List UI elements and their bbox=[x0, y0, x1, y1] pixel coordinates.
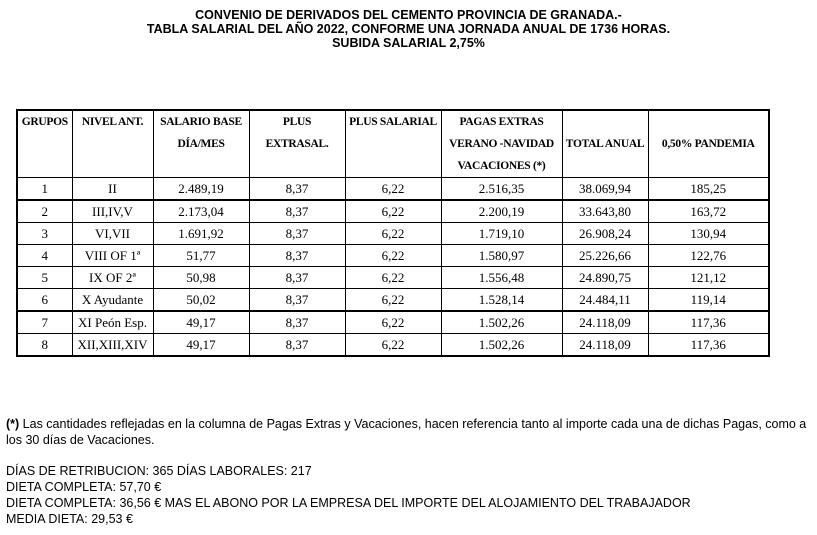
column-header-line: GRUPOS bbox=[21, 116, 68, 128]
table-row bbox=[17, 311, 769, 334]
column-header-line: 0,50% PANDEMIA bbox=[661, 138, 755, 150]
table-cell: 3 bbox=[17, 223, 72, 245]
table-cell: 1.528,14 bbox=[441, 289, 562, 312]
table-cell: 50,02 bbox=[153, 289, 249, 312]
column-header-line: PLUS SALARIAL bbox=[349, 116, 437, 128]
table-cell: 163,72 bbox=[648, 200, 769, 223]
column-header bbox=[153, 110, 249, 178]
table-cell: 6,22 bbox=[345, 200, 441, 223]
detail-line: DÍAS DE RETRIBUCION: 365 DÍAS LABORALES: 217 bbox=[6, 464, 312, 478]
table-cell: 26.908,24 bbox=[562, 223, 648, 245]
column-header-line: VERANO -NAVIDAD bbox=[449, 138, 554, 150]
table-cell: 6,22 bbox=[345, 178, 441, 201]
table-cell: VI,VII bbox=[72, 223, 153, 245]
title-line: TABLA SALARIAL DEL AÑO 2022, CONFORME UNA JORNADA ANUAL DE 1736 HORAS. bbox=[146, 22, 671, 36]
table-cell: II bbox=[72, 178, 153, 201]
table-cell: 121,12 bbox=[648, 267, 769, 289]
table-row bbox=[17, 245, 769, 267]
table-cell: X Ayudante bbox=[72, 289, 153, 312]
table-cell: 5 bbox=[17, 267, 72, 289]
table-cell: 49,17 bbox=[153, 334, 249, 357]
table-cell: 1.691,92 bbox=[153, 223, 249, 245]
table-header-row bbox=[17, 110, 769, 178]
column-header bbox=[249, 110, 345, 178]
table-cell: 117,36 bbox=[648, 334, 769, 357]
table-cell: 1.502,26 bbox=[441, 311, 562, 334]
table-row bbox=[17, 267, 769, 289]
table-cell: 6,22 bbox=[345, 289, 441, 312]
column-header-line: PLUS EXTRASAL. bbox=[265, 116, 329, 150]
table-cell: 8,37 bbox=[249, 245, 345, 267]
table-cell: 6,22 bbox=[345, 267, 441, 289]
table-cell: 24.484,11 bbox=[562, 289, 648, 312]
table-cell: 2.200,19 bbox=[441, 200, 562, 223]
table-cell: 185,25 bbox=[648, 178, 769, 201]
footnote-text: Las cantidades reflejadas en la columna de Pagas Extras y Vacaciones, hacen referencia tanto al importe cada una de dichas Pagas, como a los 30 días de Vacaciones. bbox=[6, 417, 807, 447]
salary-table bbox=[16, 109, 770, 357]
title-line: SUBIDA SALARIAL 2,75% bbox=[332, 36, 485, 50]
table-cell: 6,22 bbox=[345, 311, 441, 334]
table-cell: 8,37 bbox=[249, 334, 345, 357]
table-cell: XI Peón Esp. bbox=[72, 311, 153, 334]
table-cell: 6,22 bbox=[345, 245, 441, 267]
column-header bbox=[562, 110, 648, 178]
title-line: CONVENIO DE DERIVADOS DEL CEMENTO PROVINCIA DE GRANADA.- bbox=[195, 8, 622, 22]
column-header bbox=[345, 110, 441, 178]
table-cell: 1.580,97 bbox=[441, 245, 562, 267]
table-cell: 1 bbox=[17, 178, 72, 201]
table-cell: 117,36 bbox=[648, 311, 769, 334]
table-cell: VIII OF 1ª bbox=[72, 245, 153, 267]
table-row bbox=[17, 178, 769, 201]
table-row bbox=[17, 334, 769, 357]
table-cell: 33.643,80 bbox=[562, 200, 648, 223]
table-cell: 7 bbox=[17, 311, 72, 334]
table-cell: 8,37 bbox=[249, 267, 345, 289]
column-header-line: DÍA/MES bbox=[177, 138, 225, 150]
column-header-line: PAGAS EXTRAS bbox=[459, 116, 544, 128]
document-title bbox=[0, 8, 817, 50]
table-cell: 38.069,94 bbox=[562, 178, 648, 201]
table-cell: 2.516,35 bbox=[441, 178, 562, 201]
table-cell: 8,37 bbox=[249, 223, 345, 245]
table-cell: IX OF 2ª bbox=[72, 267, 153, 289]
table-cell: 8 bbox=[17, 334, 72, 357]
column-header bbox=[72, 110, 153, 178]
table-cell: 119,14 bbox=[648, 289, 769, 312]
table-cell: 1.556,48 bbox=[441, 267, 562, 289]
column-header-line: SALARIO BASE bbox=[160, 116, 242, 128]
table-cell: 24.118,09 bbox=[562, 334, 648, 357]
table-cell: 2.489,19 bbox=[153, 178, 249, 201]
table-cell: 130,94 bbox=[648, 223, 769, 245]
details-block bbox=[6, 463, 691, 527]
column-header-line: TOTAL ANUAL bbox=[565, 138, 645, 150]
table-cell: 51,77 bbox=[153, 245, 249, 267]
table-cell: 8,37 bbox=[249, 178, 345, 201]
column-header-line: NIVEL ANT. bbox=[81, 116, 144, 128]
table-cell: 6,22 bbox=[345, 223, 441, 245]
table-cell: 1.502,26 bbox=[441, 334, 562, 357]
table-cell: XII,XIII,XIV bbox=[72, 334, 153, 357]
detail-line: MEDIA DIETA: 29,53 € bbox=[6, 512, 133, 526]
table-cell: 2.173,04 bbox=[153, 200, 249, 223]
footnote bbox=[6, 416, 811, 448]
table-cell: 2 bbox=[17, 200, 72, 223]
column-header bbox=[17, 110, 72, 178]
table-cell: 25.226,66 bbox=[562, 245, 648, 267]
table-cell: 49,17 bbox=[153, 311, 249, 334]
table-cell: 1.719,10 bbox=[441, 223, 562, 245]
table-cell: 6 bbox=[17, 289, 72, 312]
table-cell: 8,37 bbox=[249, 289, 345, 312]
table-cell: 8,37 bbox=[249, 311, 345, 334]
column-header bbox=[441, 110, 562, 178]
table-cell: III,IV,V bbox=[72, 200, 153, 223]
table-cell: 50,98 bbox=[153, 267, 249, 289]
table-cell: 24.118,09 bbox=[562, 311, 648, 334]
detail-line: DIETA COMPLETA: 36,56 € MAS EL ABONO POR LA EMPRESA DEL IMPORTE DEL ALOJAMIENTO DEL TRABAJADOR bbox=[6, 496, 691, 510]
table-cell: 122,76 bbox=[648, 245, 769, 267]
table-row bbox=[17, 223, 769, 245]
footnote-mark: (*) bbox=[6, 417, 20, 431]
table-cell: 4 bbox=[17, 245, 72, 267]
detail-line: DIETA COMPLETA: 57,70 € bbox=[6, 480, 162, 494]
table-row bbox=[17, 289, 769, 312]
column-header bbox=[648, 110, 769, 178]
table-cell: 6,22 bbox=[345, 334, 441, 357]
table-row bbox=[17, 200, 769, 223]
table-cell: 8,37 bbox=[249, 200, 345, 223]
column-header-line: VACACIONES (*) bbox=[457, 160, 546, 172]
table-cell: 24.890,75 bbox=[562, 267, 648, 289]
